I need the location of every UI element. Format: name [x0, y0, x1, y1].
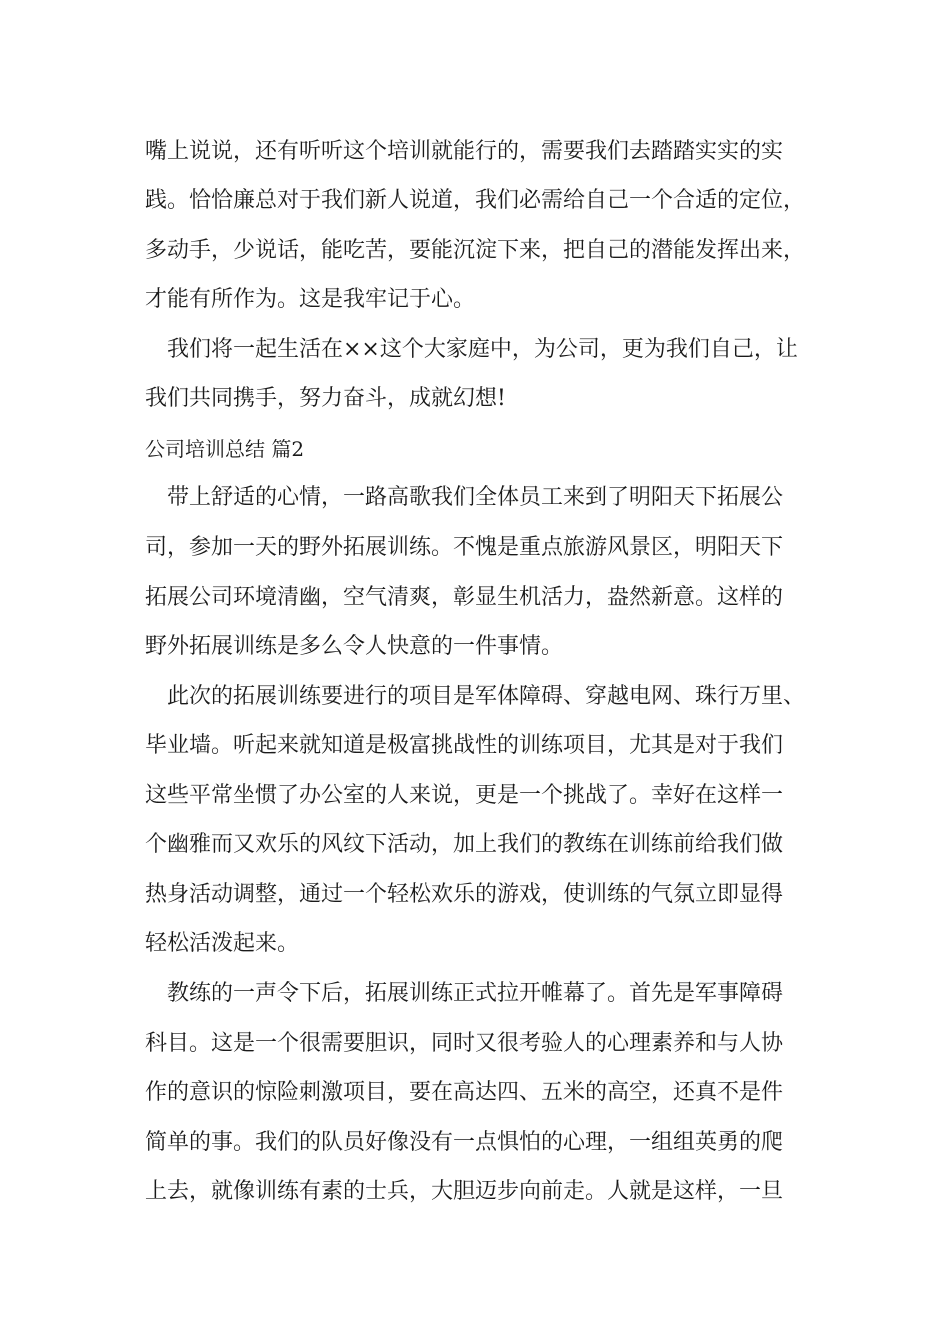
body-text-line: 野外拓展训练是多么令人快意的一件事情。	[145, 634, 564, 659]
body-text-line: 拓展公司环境清幽，空气清爽，彰显生机活力，盎然新意。这样的	[145, 585, 784, 610]
body-text-line: 嘴上说说，还有听听这个培训就能行的，需要我们去踏踏实实的实	[145, 139, 784, 164]
paragraph-first-line: 此次的拓展训练要进行的项目是军体障碍、穿越电网、珠行万里、	[167, 684, 806, 709]
section-heading: 公司培训总结 篇2	[145, 437, 305, 461]
body-text-line: 才能有所作为。这是我牢记于心。	[145, 287, 476, 312]
body-text-line: 简单的事。我们的队员好像没有一点惧怕的心理，一组组英勇的爬	[145, 1130, 784, 1155]
body-text-line: 个幽雅而又欢乐的风纹下活动，加上我们的教练在训练前给我们做	[145, 832, 784, 857]
body-text-line: 我们共同携手，努力奋斗，成就幻想!	[145, 386, 506, 411]
body-text-line: 作的意识的惊险刺激项目，要在高达四、五米的高空，还真不是件	[145, 1080, 784, 1105]
paragraph-first-line: 教练的一声令下后，拓展训练正式拉开帷幕了。首先是军事障碍	[167, 981, 784, 1006]
body-text-line: 科目。这是一个很需要胆识，同时又很考验人的心理素养和与人协	[145, 1031, 784, 1056]
paragraph-first-line: 带上舒适的心情，一路高歌我们全体员工来到了明阳天下拓展公	[167, 485, 784, 510]
paragraph-first-line: 我们将一起生活在××这个大家庭中，为公司，更为我们自己，让	[167, 337, 798, 362]
body-text-line: 热身活动调整，通过一个轻松欢乐的游戏，使训练的气氛立即显得	[145, 882, 784, 907]
body-text-line: 轻松活泼起来。	[145, 931, 300, 956]
body-text-line: 毕业墙。听起来就知道是极富挑战性的训练项目，尤其是对于我们	[145, 733, 784, 758]
body-text-line: 这些平常坐惯了办公室的人来说，更是一个挑战了。幸好在这样一	[145, 783, 784, 808]
body-text-line: 践。恰恰廉总对于我们新人说道，我们必需给自己一个合适的定位，	[145, 188, 806, 213]
body-text-line: 司，参加一天的野外拓展训练。不愧是重点旅游风景区，明阳天下	[145, 535, 784, 560]
body-text-line: 多动手，少说话，能吃苦，要能沉淀下来，把自己的潜能发挥出来，	[145, 238, 806, 263]
body-text-line: 上去，就像训练有素的士兵，大胆迈步向前走。人就是这样，一旦	[145, 1179, 784, 1204]
